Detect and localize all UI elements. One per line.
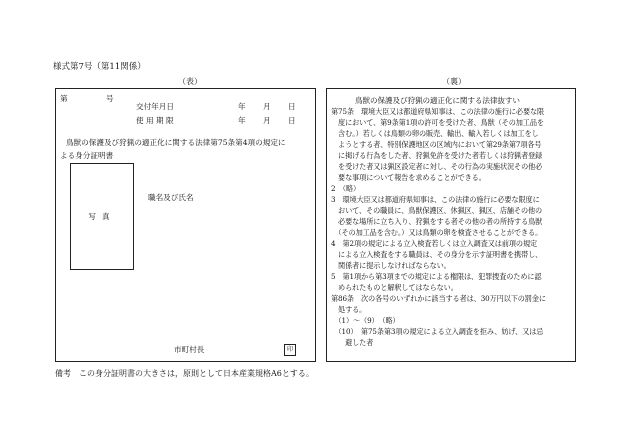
photo-box: [70, 163, 134, 270]
law-line: 3 環境大臣又は都道府県知事は、この法律の施行に必要な限度に: [331, 195, 540, 204]
law-line: 度において、第9条第1項の許可を受けた者、鳥獣（その加工品を: [331, 118, 544, 127]
back-title: 鳥獣の保護及び狩猟の適正化に関する法律抜すい: [355, 96, 520, 105]
back-panel: [326, 88, 576, 362]
photo-label: 写真: [88, 212, 116, 221]
law-line: 含む。）若しくは鳥類の卵の販売、輸出、輸入若しくは加工をし: [331, 129, 539, 138]
position-name-label: 職名及び氏名: [148, 193, 194, 202]
cert-text-line-2: よる身分証明書: [60, 151, 114, 160]
law-line: （その加工品を含む。）又は鳥類の卵を検査させることができる。: [331, 228, 543, 237]
back-side-label: （裏）: [442, 77, 466, 86]
cert-text-line-1: 鳥獣の保護及び狩猟の適正化に関する法律第75条第4項の規定に: [66, 138, 286, 147]
law-line: 5 第1項から第3項までの規定による権限は、犯罪捜査のために認: [331, 272, 542, 281]
law-line: 関係者に提示しなければならない。: [331, 261, 451, 270]
law-line: 2 （略）: [331, 184, 361, 193]
law-line: 避した者: [331, 338, 374, 347]
front-panel: [55, 88, 316, 362]
law-line: に掲げる行為をした者、狩猟免許を受けた者若しくは狩猟者登録: [331, 151, 543, 160]
number-suffix: 号: [106, 94, 114, 103]
law-line: 処する。: [331, 305, 367, 314]
issuer-label: 市町村長: [174, 345, 205, 354]
footnote: 備考 この身分証明書の大きさは，原則として日本産業規格A6とする。: [55, 369, 314, 378]
seal-mark: 印: [284, 344, 296, 356]
expiry-label: 使 用 期 限: [136, 116, 174, 125]
expiry-day: 日: [288, 116, 296, 125]
law-line: 第86条 次の各号のいずれかに該当する者は、30万円以下の罰金に: [331, 294, 546, 303]
law-line: 第75条 環境大臣又は都道府県知事は、この法律の施行に必要な限: [331, 107, 545, 116]
law-line: ようとする者、特別保護地区の区域内において第29条第7項各号: [331, 140, 542, 149]
law-line: による立入検査をする職員は、その身分を示す証明書を携帯し、: [331, 250, 543, 259]
number-label: 第: [60, 94, 68, 103]
form-title: 様式第7号（第11関係）: [53, 62, 146, 72]
issue-date-day: 日: [288, 102, 296, 111]
law-line: 要な事項について報告を求めることができる。: [331, 173, 486, 182]
issue-date-month: 月: [263, 102, 271, 111]
law-line: （10） 第75条第3項の規定による立入調査を拒み、妨げ、又は忌: [331, 327, 544, 336]
law-line: められたものと解釈してはならない。: [331, 283, 458, 292]
issue-date-label: 交付年月日: [136, 102, 174, 111]
expiry-year: 年: [238, 116, 246, 125]
law-line: を受けた者又は猟区設定者に対し、その行為の実施状況その他必: [331, 162, 543, 171]
expiry-month: 月: [263, 116, 271, 125]
law-line: おいて、その職員に、鳥獣保護区、休猟区、猟区、店舗その他の: [331, 206, 543, 215]
law-line: 必要な場所に立ち入り、狩猟をする者その他の者の所持する鳥獣: [331, 217, 543, 226]
law-line: 4 第2項の規定による立入検査若しくは立入調査又は前項の規定: [331, 239, 538, 248]
front-side-label: （表）: [178, 77, 202, 86]
issue-date-year: 年: [238, 102, 246, 111]
law-line: （1）～（9） （略）: [331, 316, 400, 325]
